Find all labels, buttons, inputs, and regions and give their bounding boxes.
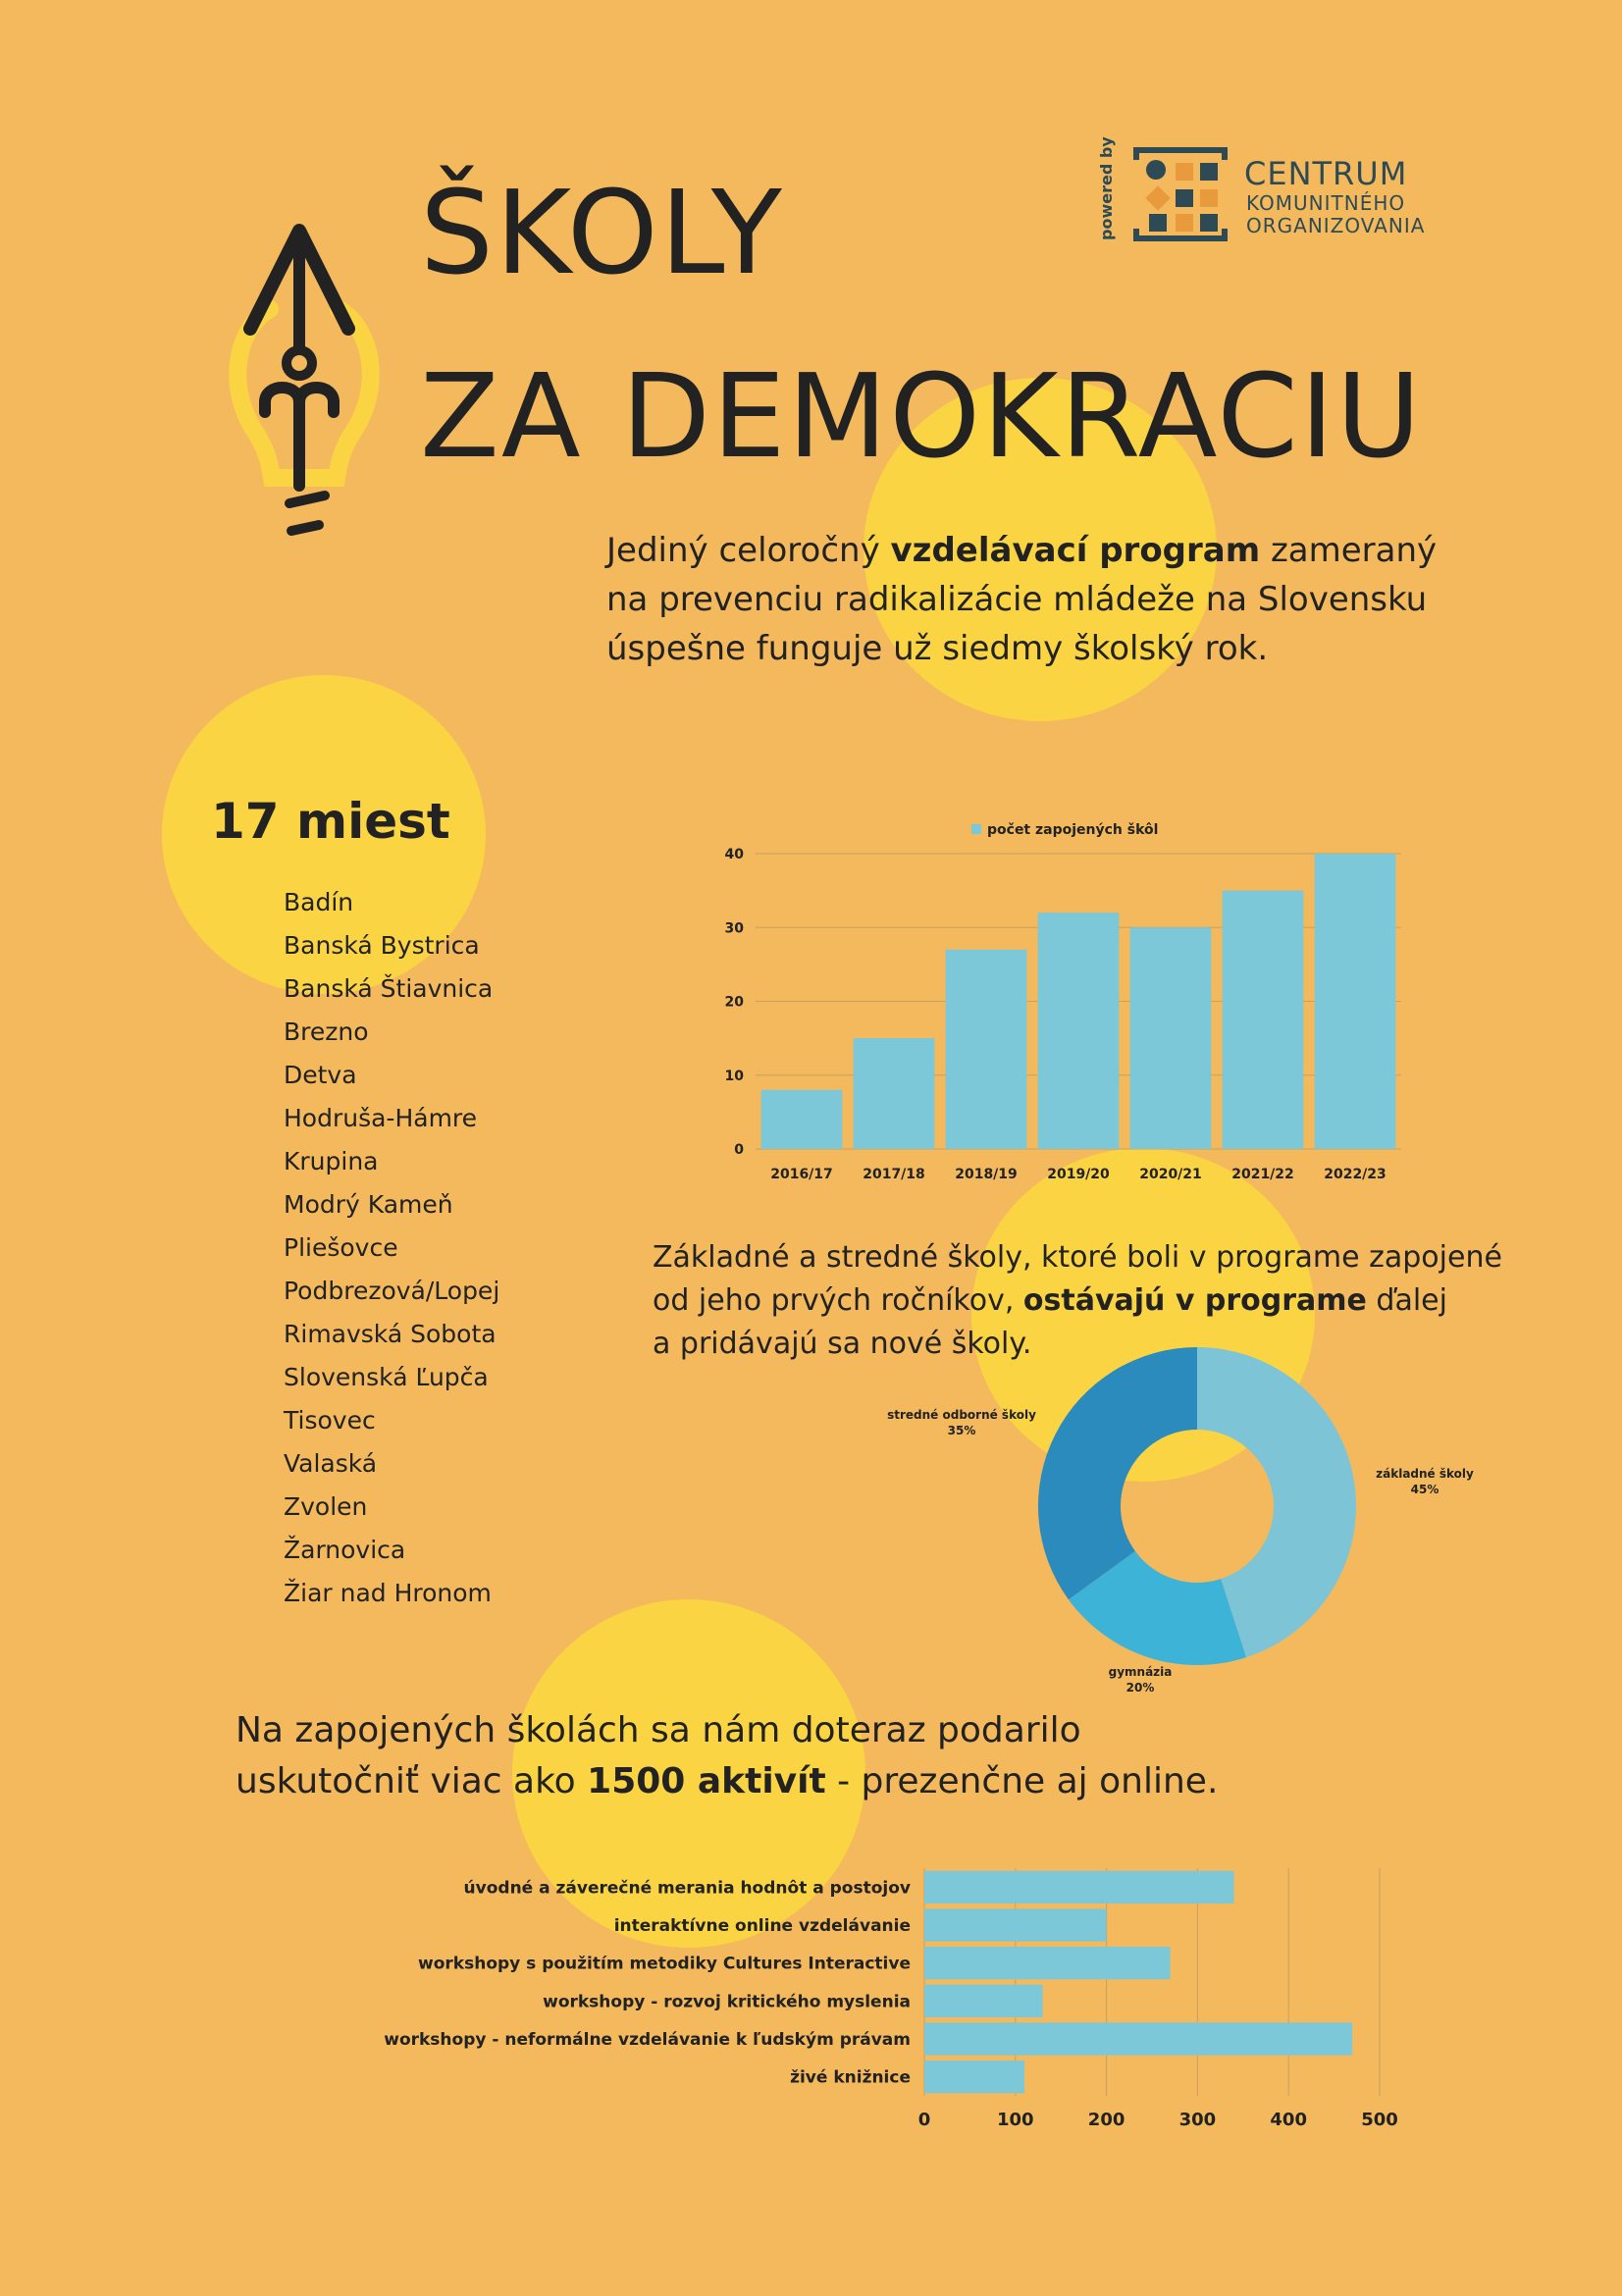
logo-centrum: CENTRUM	[1244, 155, 1408, 192]
title-line-2: ZA DEMOKRACIU	[420, 348, 1423, 484]
x-tick-label: 300	[1178, 2110, 1217, 2130]
activity-bar	[924, 1871, 1234, 1904]
middle-line-1: Základné a stredné školy, ktoré boli v programe zapojené	[653, 1240, 1502, 1275]
slice-value-label: 45%	[1410, 1483, 1439, 1496]
x-tick-label: 2020/21	[1139, 1167, 1202, 1182]
x-tick-label: 2022/23	[1324, 1167, 1387, 1182]
city-item: Krupina	[284, 1147, 379, 1175]
category-label: workshopy s použitím metodiky Cultures Interactive	[418, 1954, 911, 1974]
pen-bulb-logo-icon	[221, 221, 388, 545]
x-tick-label: 500	[1361, 2110, 1398, 2130]
intro-line-2: na prevenciu radikalizácie mládeže na Slovensku	[606, 580, 1428, 619]
category-label: úvodné a záverečné merania hodnôt a postojov	[463, 1878, 911, 1899]
city-item: Rimavská Sobota	[284, 1320, 497, 1348]
year-bar	[1315, 854, 1396, 1149]
y-tick-label: 40	[724, 847, 744, 862]
activities-text	[235, 1705, 1218, 1807]
intro-line-3: úspešne funguje už siedmy školský rok.	[606, 629, 1269, 668]
x-tick-label: 2021/22	[1231, 1167, 1294, 1182]
slice-value-label: 35%	[947, 1424, 976, 1437]
year-bar	[854, 1038, 935, 1149]
centrum-logo-icon	[1131, 145, 1230, 243]
middle-line-3: a pridávajú sa nové školy.	[653, 1327, 1032, 1361]
activity-bar	[924, 2061, 1024, 2093]
city-list	[284, 881, 499, 1615]
city-item: Brezno	[284, 1018, 369, 1046]
year-bar	[1038, 913, 1120, 1149]
city-item: Detva	[284, 1061, 357, 1089]
city-item: Žiar nad Hronom	[284, 1579, 492, 1607]
y-tick-label: 30	[724, 920, 744, 937]
slice-label: stredné odborné školy	[887, 1408, 1036, 1422]
category-label: workshopy - neformálne vzdelávanie k ľudským právam	[384, 2030, 911, 2050]
activity-bar	[924, 1947, 1171, 1979]
year-bar	[1130, 927, 1212, 1149]
cities-title: 17 miest	[211, 793, 450, 850]
legend-swatch	[971, 824, 981, 834]
intro-text	[606, 526, 1437, 673]
legend-label: počet zapojených škôl	[987, 822, 1159, 838]
slice-label: gymnázia	[1108, 1665, 1173, 1679]
city-item: Slovenská Ľupča	[284, 1363, 489, 1391]
slice-label: základné školy	[1376, 1467, 1474, 1481]
activity-bar	[924, 1985, 1043, 2017]
activity-bar	[924, 2022, 1352, 2055]
city-item: Žarnovica	[284, 1536, 406, 1564]
intro-line-1: Jediný celoročný vzdelávací program zameraný	[606, 531, 1438, 570]
x-tick-label: 2019/20	[1047, 1167, 1110, 1182]
year-bar	[946, 950, 1027, 1149]
x-tick-label: 0	[917, 2110, 931, 2130]
category-label: živé knižnice	[790, 2067, 911, 2088]
year-bar-chart	[706, 805, 1413, 1187]
city-item: Podbrezová/Lopej	[284, 1277, 500, 1305]
x-tick-label: 200	[1087, 2110, 1125, 2130]
city-item: Banská Štiavnica	[284, 974, 494, 1003]
y-tick-label: 10	[724, 1068, 744, 1084]
category-label: workshopy - rozvoj kritického myslenia	[543, 1992, 911, 2012]
category-label: interaktívne online vzdelávanie	[613, 1916, 911, 1936]
city-item: Pliešovce	[284, 1233, 398, 1262]
year-bar	[761, 1090, 843, 1149]
x-tick-label: 2016/17	[770, 1167, 833, 1182]
logo-organizovania: ORGANIZOVANIA	[1246, 214, 1426, 237]
city-item: Badín	[284, 888, 354, 916]
y-tick-label: 20	[724, 994, 744, 1011]
powered-by-text: powered by	[1097, 136, 1116, 240]
title-line-1: ŠKOLY	[420, 165, 784, 300]
school-type-donut-chart	[863, 1334, 1511, 1707]
x-tick-label: 100	[997, 2110, 1034, 2130]
city-item: Valaská	[284, 1449, 378, 1478]
activities-line-2: uskutočniť viac ako 1500 aktivít - prezenčne aj online.	[235, 1761, 1219, 1801]
city-item: Tisovec	[284, 1406, 376, 1435]
activity-bar	[924, 1908, 1107, 1941]
x-tick-label: 400	[1270, 2110, 1307, 2130]
city-item: Hodruša-Hámre	[284, 1104, 478, 1132]
city-item: Modrý Kameň	[284, 1190, 453, 1219]
logo-komunitneho: KOMUNITNÉHO	[1246, 191, 1406, 215]
y-tick-label: 0	[734, 1142, 744, 1158]
middle-line-2: od jeho prvých ročníkov, ostávajú v programe ďalej	[653, 1283, 1447, 1318]
slice-value-label: 20%	[1125, 1681, 1155, 1695]
x-tick-label: 2018/19	[955, 1167, 1018, 1182]
city-item: Banská Bystrica	[284, 931, 480, 960]
city-item: Zvolen	[284, 1492, 368, 1521]
year-bar	[1223, 891, 1304, 1149]
donut-slice	[1038, 1347, 1197, 1599]
activity-bar-chart	[373, 1854, 1433, 2139]
activities-line-1: Na zapojených školách sa nám doteraz podarilo	[235, 1710, 1081, 1750]
x-tick-label: 2017/18	[863, 1167, 925, 1182]
